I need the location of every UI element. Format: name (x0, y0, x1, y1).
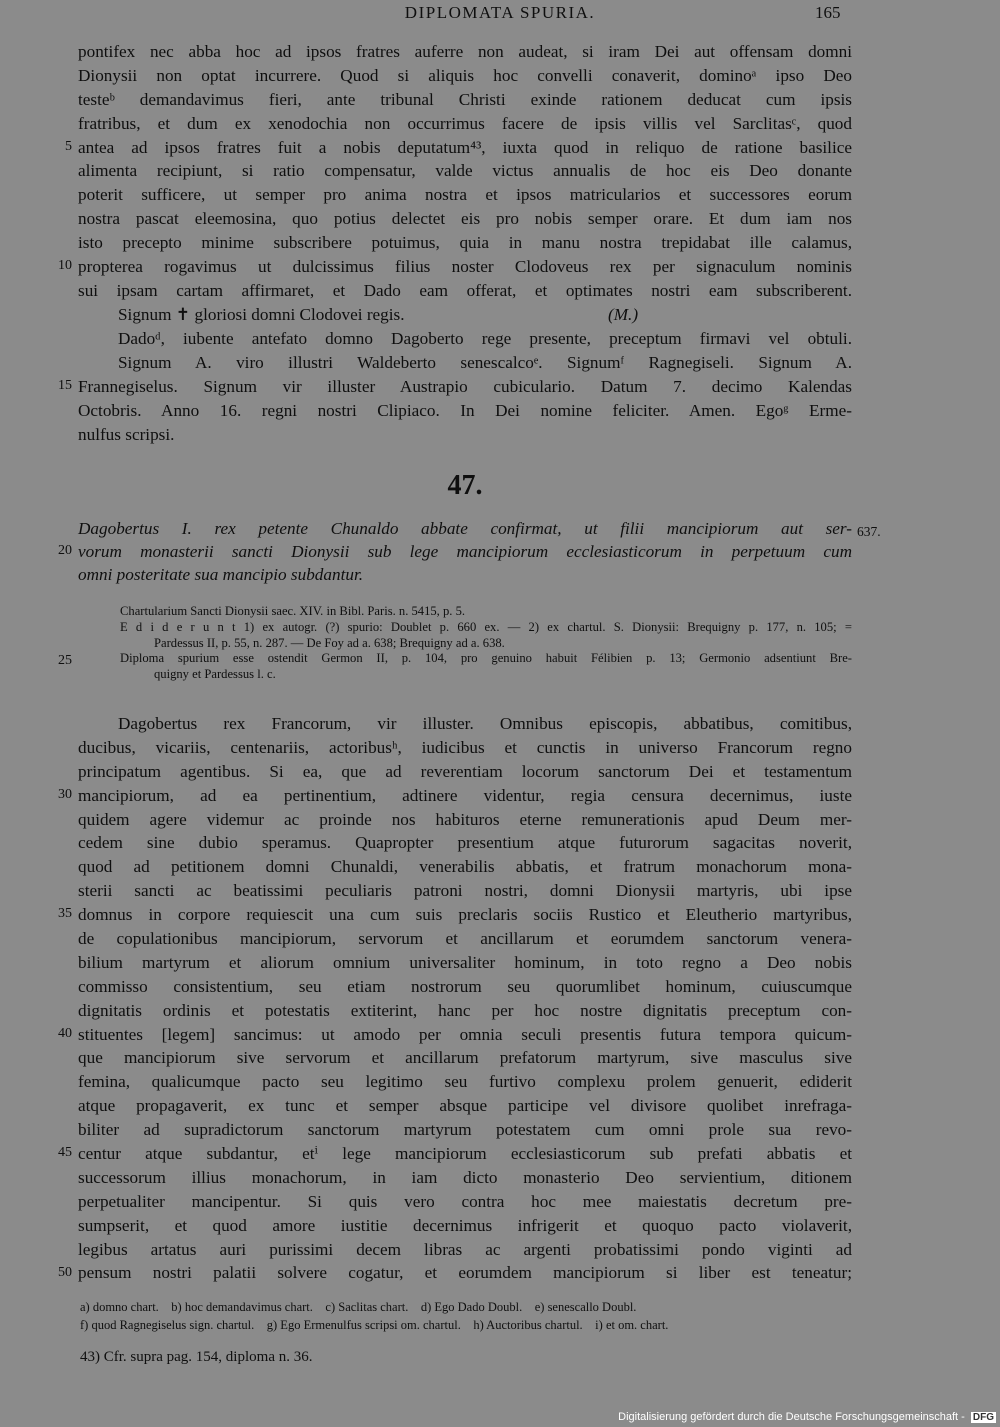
text-line: propterea rogavimus ut dulcissimus filius noster Clodoveus rex per signaculum nominis (78, 257, 852, 277)
text-line: centur atque subdantur, etⁱ lege mancipiorum ecclesiasticorum sub prefati abbatis et (78, 1144, 852, 1164)
text-line: Diploma spurium esse ostendit Germon II, p. 104, pro genuino habuit Félibien p. 13; Germonio adsentiunt Bre- (120, 651, 852, 666)
text-line: sterii sancti ac beatissimi peculiaris patroni nostri, domni Dionysii martyris, ubi ipse (78, 881, 852, 901)
text-line: vorum monasterii sancti Dionysii sub lege mancipiorum ecclesiasticorum in perpetuum cum (78, 542, 852, 561)
text-line: atque propagaverit, ex tunc et semper absque participe vel divisore quolibet inrefraga- (78, 1096, 852, 1116)
text-line: testeᵇ demandavimus fieri, ante tribunal Christi exinde rationem deducat cum ipsis (78, 89, 852, 109)
text-line: nostra pascat eleemosina, quo potius delectet eis pro nobis semper orare. Et dum iam nos (78, 209, 852, 229)
line-number: 50 (58, 1264, 72, 1280)
text-line: sui ipsam cartam affirmaret, et Dado eam offerat, et optimates nostri eam subscriberent. (78, 280, 852, 300)
line-number: 5 (65, 138, 72, 154)
text-line: Dagobertus I. rex petente Chunaldo abbate confirmat, ut filii mancipiorum aut ser- (78, 519, 852, 538)
text-line: que mancipiorum sive servorum et ancillarum prefatorum martyrum, sive masculus sive (78, 1048, 852, 1068)
text-line: perpetualiter mancipentur. Si quis vero contra hoc mee maiestatis decretum pre- (78, 1191, 852, 1211)
text-line: Chartularium Sancti Dionysii saec. XIV. in Bibl. Paris. n. 5415, p. 5. (120, 604, 466, 618)
source-notes (120, 604, 852, 683)
apparatus-line: a) domno chart. b) hoc demandavimus chart. c) Saclitas chart. d) Ego Dado Doubl. e) senescallo Doubl. (80, 1300, 637, 1314)
signum-text: Signum ✝ gloriosi domni Clodovei regis. (118, 305, 405, 324)
text-line: poterit sufficere, ut semper pro anima nostra et ipsos matricularios et successores eorum (78, 185, 852, 205)
text-line: cedem sine dubio speramus. Quapropter presentium atque futurorum sagacitas noverit, (78, 833, 852, 853)
text-line: Signum A. viro illustri Waldeberto senescalcoᵉ. Signumᶠ Ragnegiseli. Signum A. (118, 352, 852, 372)
line-number: 35 (58, 906, 72, 922)
line-number: 10 (58, 258, 72, 274)
text-line: successorum illius monachorum, in iam dicto monasterio Deo servientium, ditionem (78, 1167, 852, 1187)
text-line: domnus in corpore requiescit una cum suis preclaris sociis Rustico et Eleutherio martyribus, (78, 905, 852, 925)
line-number: 30 (58, 786, 72, 802)
text-line: Octobris. Anno 16. regni nostri Clipiaco. In Dei nomine feliciter. Amen. Egoᵍ Erme- (78, 400, 852, 420)
line-number: 45 (58, 1145, 72, 1161)
dfg-logo: DFG (972, 1412, 994, 1423)
text-line: nulfus scripsi. (78, 424, 175, 444)
running-head: DIPLOMATA SPURIA. (404, 3, 596, 22)
text-line: omni posteritate sua mancipio subdantur. (78, 565, 364, 584)
text-line: de copulationibus mancipiorum, servorum et ancillarum et eorumdem sanctorum venera- (78, 929, 852, 949)
text-line: alimenta recipiunt, si ratio compensatur, valde victus annualis de hoc eis Deo donante (78, 161, 852, 181)
monogram-mark: (M.) (608, 305, 639, 324)
text-line: antea ad ipsos fratres fuit a nobis deputatum⁴³, iuxta quod in reliquo de ratione basilice (78, 137, 852, 157)
document-rubric (78, 517, 852, 586)
text-line: Frannegiselus. Signum vir illuster Austrapio cubiculario. Datum 7. decimo Kalendas (78, 376, 852, 396)
text-line: biliter ad supradictorum sanctorum martyrum potestatem cum omni prole sua revo- (78, 1120, 852, 1140)
text-line: principatum agentibus. Si ea, que ad reverentiam locorum sanctorum Dei et testamentum (78, 761, 852, 781)
prev-document-text-2 (78, 327, 852, 446)
line-number: 40 (58, 1025, 72, 1041)
signum-line (78, 303, 852, 327)
text-line: dignitatis ordinis et potestatis extiterint, hanc per hoc nostre dignitatis preceptum con- (78, 1000, 852, 1020)
text-line: fratribus, et dum ex xenodochia non occurrimus facere de ipsis villis vel Sarclitasᶜ, quod (78, 113, 852, 133)
text-line: ducibus, vicariis, centenariis, actoribusʰ, iudicibus et cunctis in universo Francorum regno (78, 737, 852, 757)
text-line: pensum nostri palatii solvere cogatur, et eorumdem mancipiorum si liber est teneatur; (78, 1263, 852, 1283)
text-line: quidem agere videmur ac proinde nos habituros eterne remunerationis apud Deum mer- (78, 809, 852, 829)
text-line: isto precepto minime subscribere potuimus, quia in manu nostra trepidabat ille calamus, (78, 233, 852, 253)
document-body (78, 712, 852, 1285)
text-line: legibus artatus auri purissimi decem libras ac argenti probatissimi pondo viginti ad (78, 1239, 852, 1259)
apparatus-line: f) quod Ragnegiselus sign. chartul. g) Ego Ermenulfus scripsi om. chartul. h) Auctoribus chartul. i) et om. chart. (80, 1318, 669, 1332)
text-line: stituentes [legem] sancimus: ut amodo per omnia seculi presentis futura tempora quicum- (78, 1024, 852, 1044)
critical-apparatus (80, 1298, 852, 1334)
text-line: mancipiorum, ad ea pertinentium, adtinere videntur, regia censura decernimus, iuste (78, 785, 852, 805)
prev-document-text (78, 40, 852, 303)
text-line: femina, qualicumque pacto seu legitimo seu furtivo complexu prolem genuerit, ediderit (78, 1072, 852, 1092)
text-line: E d i d e r u n t 1) ex autogr. (?) spurio: Doublet p. 660 ex. — 2) ex chartul. S. Dionysii: Brequigny p. 177, n. 105; = (120, 619, 852, 634)
line-number: 20 (58, 543, 72, 558)
text-line: Dionysii non optat incurrere. Quod si aliquis hoc convelli conaverit, dominoᵃ ipso Deo (78, 65, 852, 85)
text-line: Dadoᵈ, iubente antefato domno Dagoberto rege presente, preceptum firmavi vel obtuli. (118, 329, 852, 348)
text-line: Dagobertus rex Francorum, vir illuster. Omnibus episcopis, abbatibus, comitibus, (118, 714, 852, 733)
footnote-43: 43) Cfr. supra pag. 154, diploma n. 36. (80, 1349, 313, 1365)
page-number: 165 (815, 3, 841, 22)
margin-date: 637. (857, 524, 881, 539)
text-line: bilium martyrum et aliorum omnium universaliter hominum, in toto regno a Deo nobis (78, 952, 852, 972)
document-number: 47. (447, 470, 483, 501)
credit-text: Digitalisierung gefördert durch die Deutsche Forschungsgemeinschaft - (618, 1411, 965, 1423)
text-line: quigny et Pardessus l. c. (154, 667, 276, 682)
line-number: 15 (58, 377, 72, 393)
line-number: 25 (58, 653, 72, 669)
text-line: Pardessus II, p. 55, n. 287. — De Foy ad a. 638; Brequigny ad a. 638. (154, 635, 505, 650)
text-line: quod ad petitionem domni Chunaldi, venerabilis abbatis, et fratrum monachorum mona- (78, 857, 852, 877)
text-line: commisso consistentium, seu etiam nostrorum seu quorumlibet hominum, cuiuscumque (78, 976, 852, 996)
digitization-credit (618, 1411, 996, 1423)
text-line: pontifex nec abba hoc ad ipsos fratres auferre non audeat, si iram Dei aut offensam domni (78, 42, 852, 61)
text-line: sumpserit, et quod amore iustitie decernimus infrigerit et quoquo pacto violaverit, (78, 1215, 852, 1235)
